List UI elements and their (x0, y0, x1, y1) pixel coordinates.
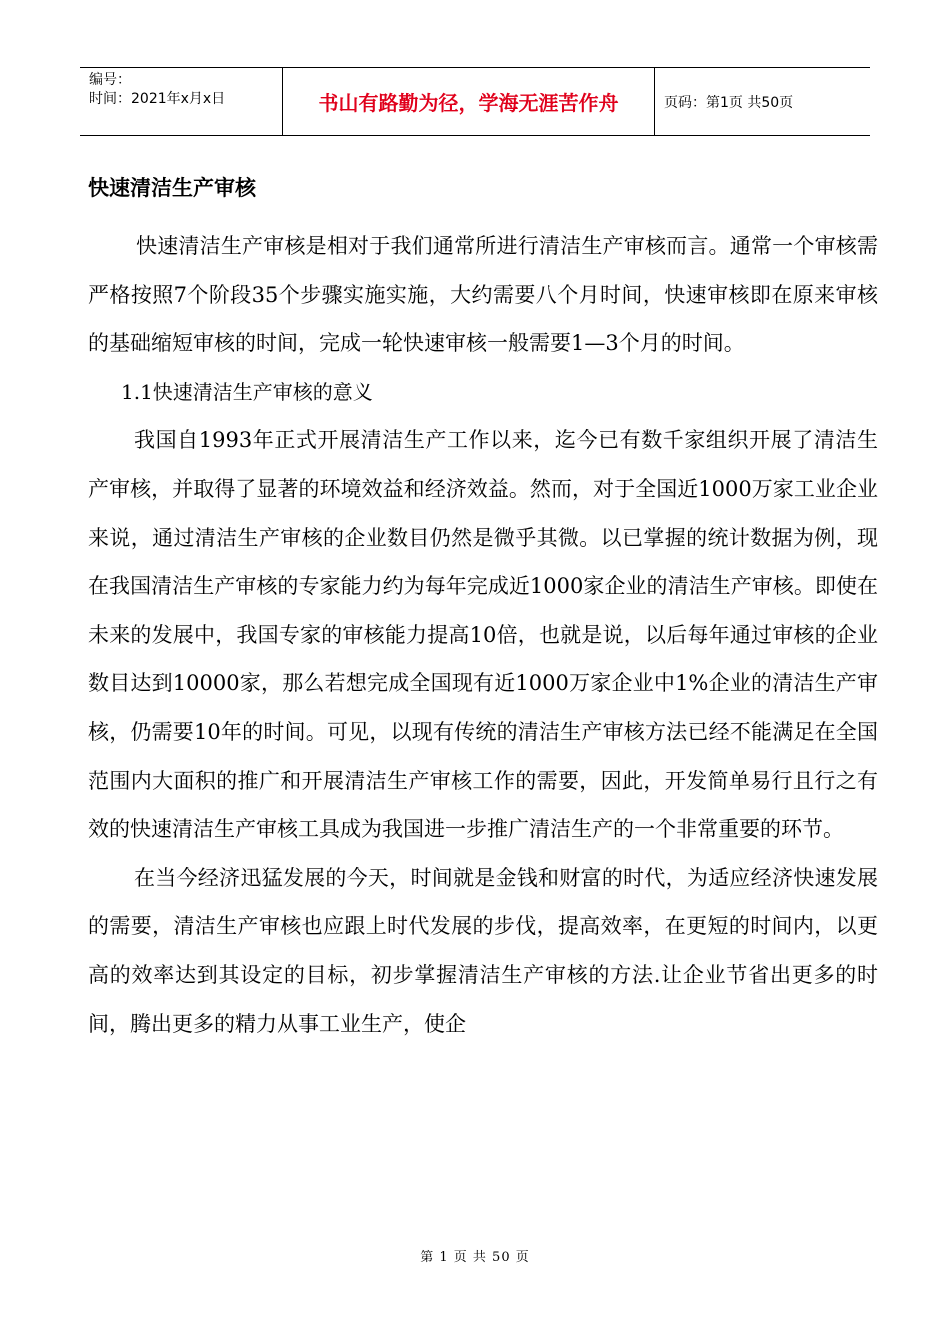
paragraph-efficiency: 在当今经济迅猛发展的今天，时间就是金钱和财富的时代，为适应经济快速发展的需要，清洁生产审核也应跟上时代发展的步伐，提高效率，在更短的时间内，以更高的效率达到其设定的目标，初步掌握清洁生产审核的方法.让企业节省出更多的时间，腾出更多的精力从事工业生产，使企 (88, 865, 878, 1036)
paragraph-significance: 我国自1993年正式开展清洁生产工作以来，迄今已有数千家组织开展了清洁生产审核，并取得了显著的环境效益和经济效益。然而，对于全国近1000万家工业企业来说，通过清洁生产审核的企业数目仍然是微乎其微。以已掌握的统计数据为例，现在我国清洁生产审核的专家能力约为每年完成近1000家企业的清洁生产审核。即使在未来的发展中，我国专家的审核能力提高10倍，也就是说，以后每年通过审核的企业数目达到10000家，那么若想完成全国现有近1000万家企业中1%企业的清洁生产审核，仍需要10年的时间。可见，以现有传统的清洁生产审核方法已经不能满足在全国范围内大面积的推广和开展清洁生产审核工作的需要，因此，开发简单易行且行之有效的快速清洁生产审核工具成为我国进一步推广清洁生产的一个非常重要的环节。 (88, 428, 878, 842)
document-body (88, 222, 878, 1048)
motto-text: 书山有路勤为径，学海无涯苦作舟 (318, 91, 619, 115)
page-info: 页码：第1页 共50页 (664, 94, 794, 111)
date-label: 时间：2021年x月x日 (89, 91, 226, 107)
header-page-cell (655, 68, 870, 135)
section-heading-1-1: 1.1快速清洁生产审核的意义 (121, 379, 373, 404)
page-header (80, 67, 870, 136)
header-meta-cell (80, 68, 283, 135)
page-footer: 第 1 页 共 50 页 (420, 1250, 530, 1265)
doc-number-label: 编号： (89, 72, 131, 88)
paragraph-intro: 快速清洁生产审核是相对于我们通常所进行清洁生产审核而言。通常一个审核需严格按照7个阶段35个步骤实施实施，大约需要八个月时间，快速审核即在原来审核的基础缩短审核的时间，完成一轮快速审核一般需要1—3个月的时间。 (88, 234, 878, 356)
header-motto-cell (283, 68, 655, 135)
document-title: 快速清洁生产审核 (88, 176, 256, 200)
